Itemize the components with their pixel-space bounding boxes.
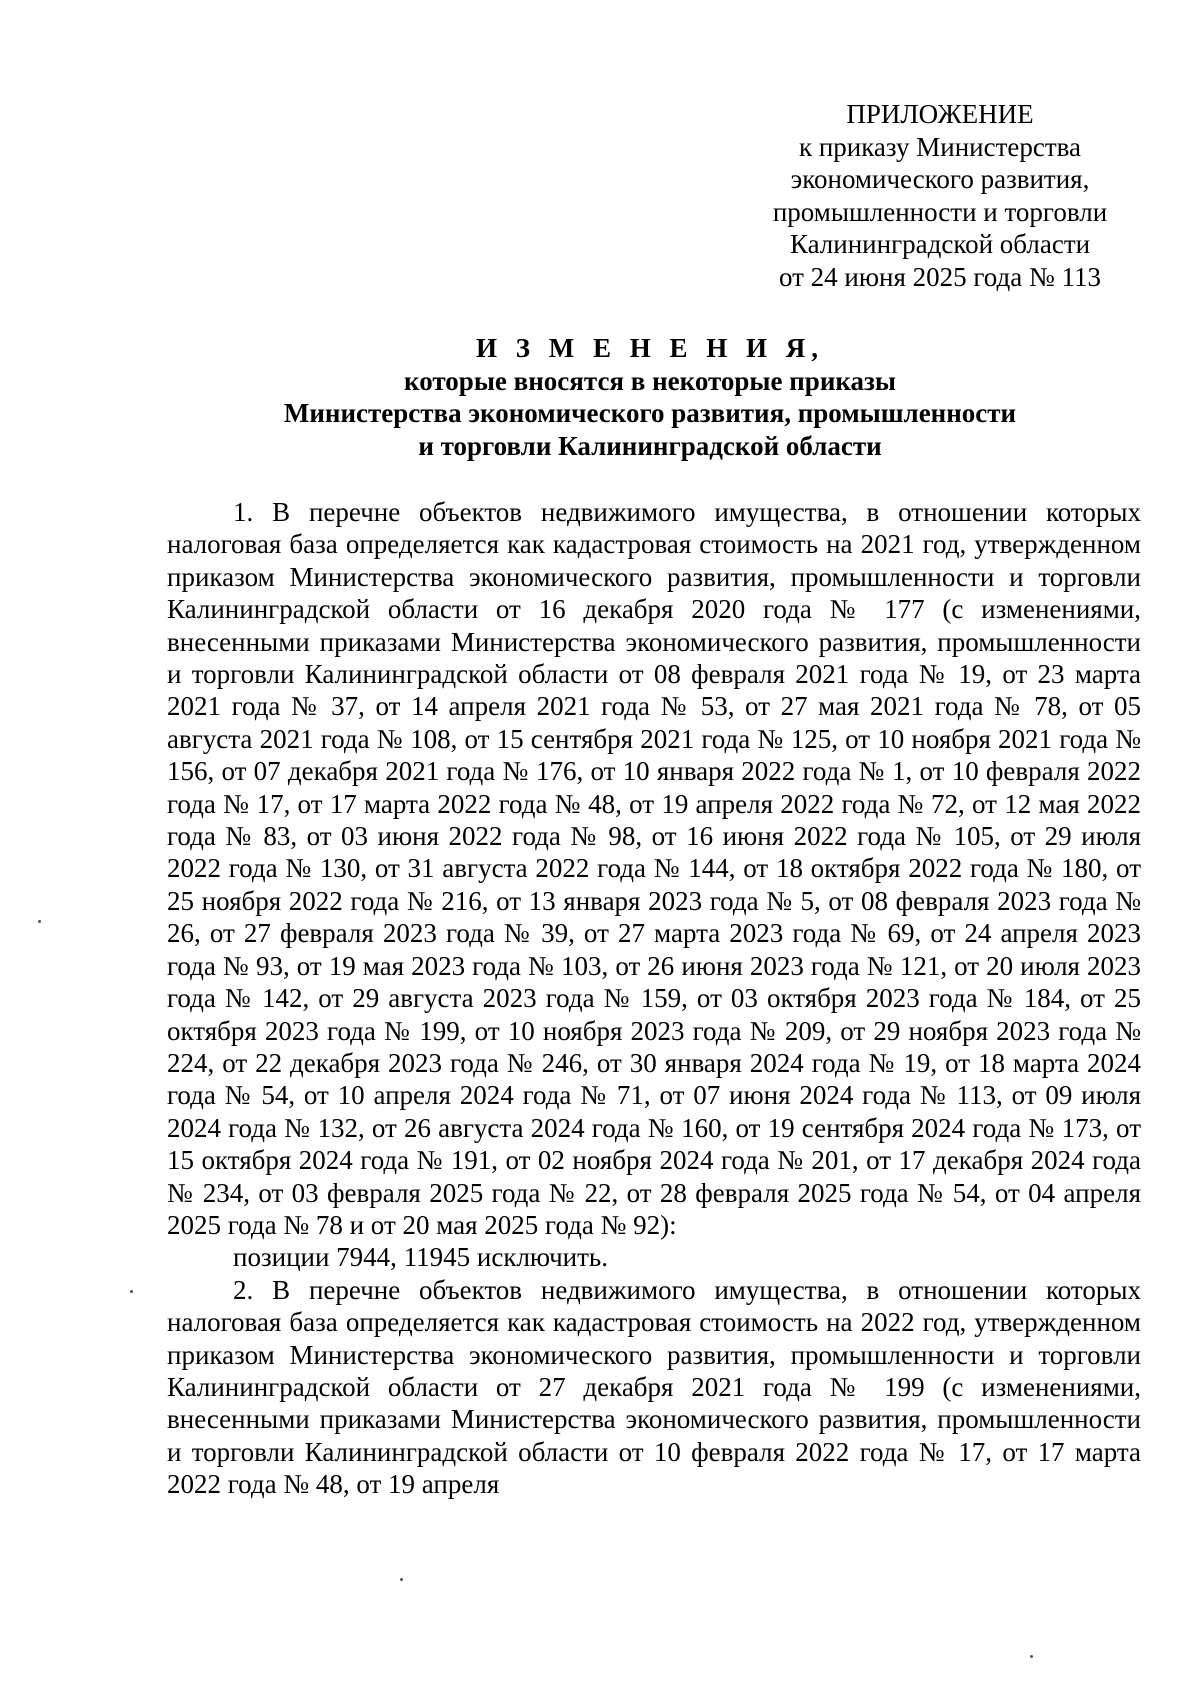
title-subline: Министерства экономического развития, промышленности [283, 398, 1017, 428]
appendix-line: промышленности и торговли [772, 196, 1108, 227]
document-title [160, 332, 1140, 462]
title-subline: которые вносятся в некоторые приказы [404, 365, 896, 396]
paragraph-1-action: позиции 7944, 11945 исключить. [233, 1242, 608, 1273]
scan-speck [38, 920, 41, 923]
appendix-date-number: от 24 июня 2025 года № 113 [778, 261, 1102, 292]
scan-speck [400, 1578, 403, 1581]
appendix-header [740, 98, 1140, 293]
appendix-title: ПРИЛОЖЕНИЕ [846, 99, 1034, 129]
scan-speck [1030, 1655, 1033, 1658]
title-heading: И З М Е Н Е Н И Я, [475, 333, 824, 363]
appendix-line: экономического развития, [790, 164, 1090, 194]
appendix-line: Калининградской области [789, 229, 1091, 259]
paragraph-1: 1. В перечне объектов недвижимого имущества, в отношении которых налоговая база определяется как кадастровая стоимость на 2021 год, утвержденном приказом Министерства экономического развития, промышленности и торговли Калининградской области от 16 декабря 2020 года № 177 (с изменениями, внесенными приказами Министерства экономического развития, промышленности и торговли Калининградской области от 08 февраля 2021 года № 19, от 23 марта 2021 года № 37, от 14 апреля 2021 года № 53, от 27 мая 2021 года № 78, от 05 августа 2021 года № 108, от 15 сентября 2021 года № 125, от 10 ноября 2021 года № 156, от 07 декабря 2021 года № 176, от 10 января 2022 года № 1, от 10 февраля 2022 года № 17, от 17 марта 2022 года № 48, от 19 апреля 2022 года № 72, от 12 мая 2022 года № 83, от 03 июня 2022 года № 98, от 16 июня 2022 года № 105, от 29 июля 2022 года № 130, от 31 августа 2022 года № 144, от 18 октября 2022 года № 180, от 25 ноября 2022 года № 216, от 13 января 2023 года № 5, от 08 февраля 2023 года № 26, от 27 февраля 2023 года № 39, от 27 марта 2023 года № 69, от 24 апреля 2023 года № 93, от 19 мая 2023 года № 103, от 26 июня 2023 года № 121, от 20 июля 2023 года № 142, от 29 августа 2023 года № 159, от 03 октября 2023 года № 184, от 25 октября 2023 года № 199, от 10 ноября 2023 года № 209, от 29 ноября 2023 года № 224, от 22 декабря 2023 года № 246, от 30 января 2024 года № 19, от 18 марта 2024 года № 54, от 10 апреля 2024 года № 71, от 07 июня 2024 года № 113, от 09 июля 2024 года № 132, от 26 августа 2024 года № 160, от 19 сентября 2024 года № 173, от 15 октября 2024 года № 191, от 02 ноября 2024 года № 201, от 17 декабря 2024 года № 234, от 03 февраля 2025 года № 22, от 28 февраля 2025 года № 54, от 04 апреля 2025 года № 78 и от 20 мая 2025 года № 92): [167, 497, 1141, 1240]
paragraph-2: 2. В перечне объектов недвижимого имущества, в отношении которых налоговая база определяется как кадастровая стоимость на 2022 год, утвержденном приказом Министерства экономического развития, промышленности и торговли Калининградской области от 27 декабря 2021 года № 199 (с изменениями, внесенными приказами Министерства экономического развития, промышленности и торговли Калининградской области от 10 февраля 2022 года № 17, от 17 марта 2022 года № 48, от 19 апреля [167, 1274, 1141, 1500]
document-body [167, 496, 1141, 1501]
scan-speck [130, 1290, 133, 1293]
appendix-line: к приказу Министерства [798, 131, 1082, 162]
title-subline: и торговли Калининградской области [418, 430, 882, 461]
